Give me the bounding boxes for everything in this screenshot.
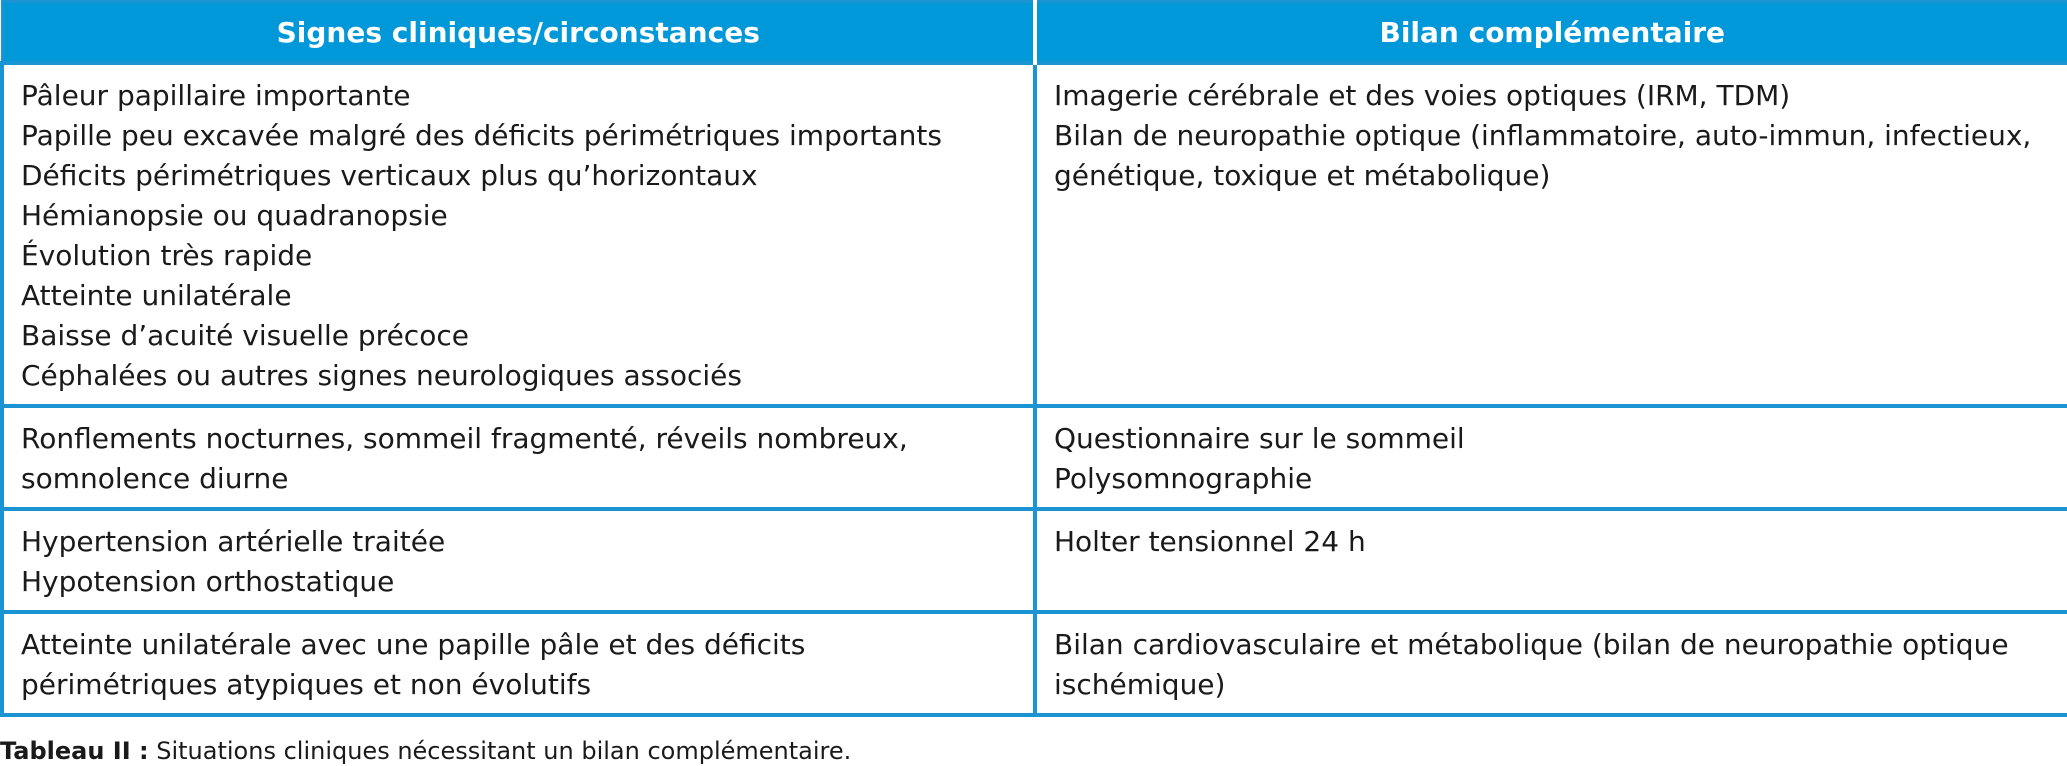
caption-text: Situations cliniques nécessitant un bilan complémentaire. [148,737,852,765]
table-row [2,63,2067,406]
signs-line: Atteinte unilatérale avec une papille pâle et des déficits [21,628,806,661]
workup-line: Bilan de neuropathie optique (inflammatoire, auto-immun, infectieux, [1054,119,2032,152]
signs-line: Déficits périmétriques verticaux plus qu’horizontaux [21,159,758,192]
table-caption [0,737,851,765]
workup-line: ischémique) [1054,668,1226,701]
table-row [2,612,2067,715]
signs-line: somnolence diurne [21,462,289,495]
signs-cell [2,612,1035,715]
signs-line: Céphalées ou autres signes neurologiques associés [21,359,742,392]
table-header-row [2,2,2067,64]
table-row [2,509,2067,612]
signs-cell [2,63,1035,406]
workup-cell [1035,63,2067,406]
signs-cell [2,509,1035,612]
signs-line: Atteinte unilatérale [21,279,292,312]
signs-line: Ronflements nocturnes, sommeil fragmenté, réveils nombreux, [21,422,908,455]
workup-line: Polysomnographie [1054,462,1313,495]
signs-line: Évolution très rapide [21,239,313,272]
signs-line: Pâleur papillaire importante [21,79,411,112]
signs-line: Papille peu excavée malgré des déficits périmétriques importants [21,119,942,152]
table-row [2,406,2067,509]
workup-cell [1035,612,2067,715]
signs-line: Hypertension artérielle traitée [21,525,446,558]
signs-line: Hypotension orthostatique [21,565,395,598]
workup-cell [1035,509,2067,612]
header-signs: Signes cliniques/circonstances [2,2,1035,64]
signs-cell [2,406,1035,509]
caption-label: Tableau II : [0,737,149,765]
workup-line: Holter tensionnel 24 h [1054,525,1366,558]
workup-line: Imagerie cérébrale et des voies optiques (IRM, TDM) [1054,79,1791,112]
workup-line: Questionnaire sur le sommeil [1054,422,1465,455]
signs-line: Hémianopsie ou quadranopsie [21,199,448,232]
signs-line: Baisse d’acuité visuelle précoce [21,319,469,352]
workup-line: Bilan cardiovasculaire et métabolique (bilan de neuropathie optique [1054,628,2009,661]
signs-line: périmétriques atypiques et non évolutifs [21,668,592,701]
workup-cell [1035,406,2067,509]
header-workup: Bilan complémentaire [1035,2,2067,64]
workup-line: génétique, toxique et métabolique) [1054,159,1551,192]
